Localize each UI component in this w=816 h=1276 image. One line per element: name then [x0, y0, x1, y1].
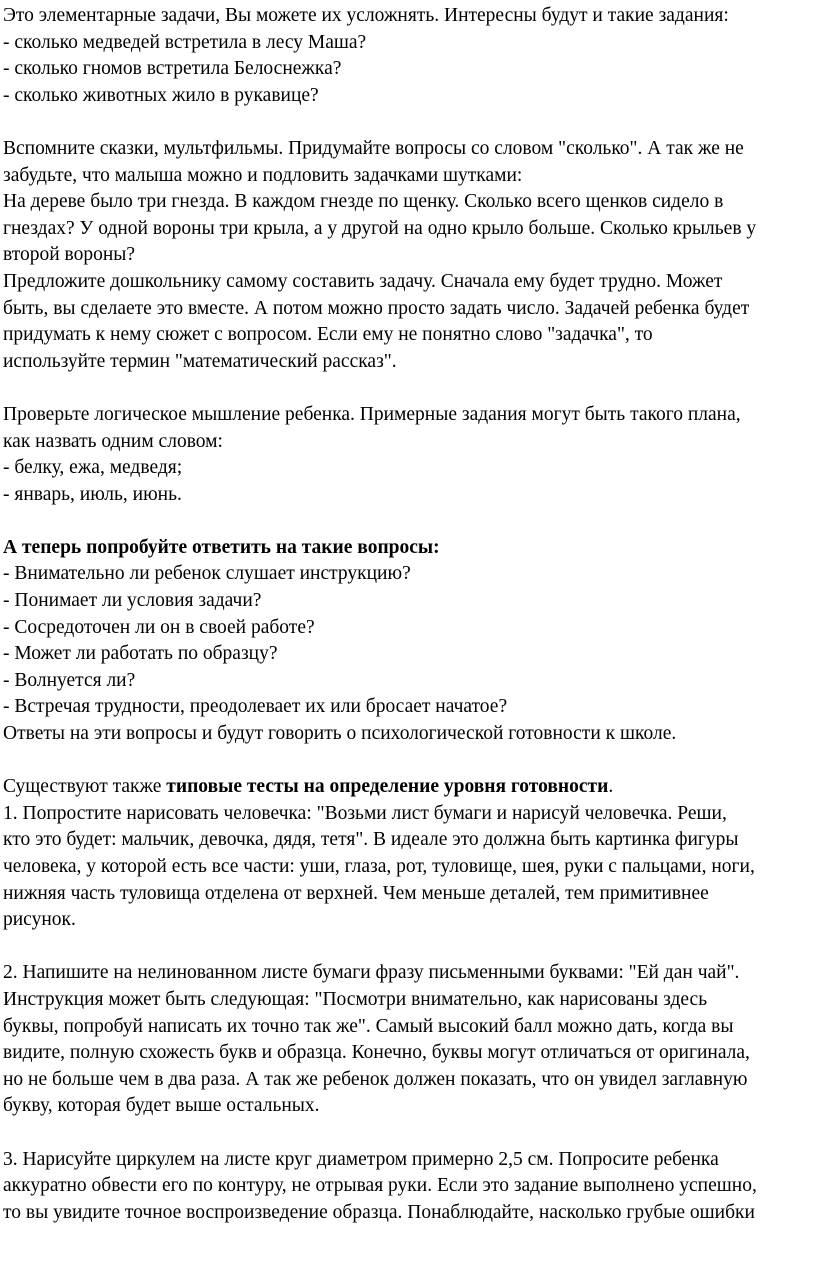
text-line: На дереве было три гнезда. В каждом гнезде по щенку. Сколько всего щенков сидело в	[3, 191, 724, 213]
blank-line	[3, 109, 816, 136]
blank-line	[3, 508, 816, 535]
section-heading: А теперь попробуйте ответить на такие вопросы:	[3, 536, 440, 558]
text-line: используйте термин "математический рассказ".	[3, 350, 397, 372]
text-line: 3. Нарисуйте циркулем на листе круг диаметром примерно 2,5 см. Попросите ребенка	[3, 1148, 719, 1170]
text-line: видите, полную схожесть букв и образца. Конечно, буквы могут отличаться от оригинала,	[3, 1042, 750, 1064]
text-line: но не больше чем в два раза. А так же ребенок должен показать, что он увидел заглавную	[3, 1068, 748, 1090]
paragraph-trick-tasks	[3, 136, 816, 375]
text-line: забудьте, что малыша можно и подловить задачками шутками:	[3, 164, 523, 186]
tests-intro-bold: типовые тесты на определение уровня готовности	[166, 776, 609, 798]
paragraph-logic-check	[3, 402, 816, 508]
tests-intro-suffix: .	[608, 776, 614, 798]
text-line: нижняя часть туловища отделена от верхней. Чем меньше деталей, тем примитивнее	[3, 882, 709, 904]
text-line: кто это будет: мальчик, девочка, дядя, тетя". В идеале это должна быть картинка фигуры	[3, 829, 739, 851]
list-item: - сколько медведей встретила в лесу Маша?	[3, 31, 367, 53]
text-line: Инструкция может быть следующая: "Посмотри внимательно, как нарисованы здесь	[3, 988, 708, 1010]
text-line: букву, которая будет выше остальных.	[3, 1095, 320, 1117]
paragraph-readiness-questions	[3, 535, 816, 748]
conclusion-line: Ответы на эти вопросы и будут говорить о психологической готовности к школе.	[3, 723, 677, 745]
text-line: гнездах? У одной вороны три крыла, а у другой на одно крыло больше. Сколько крыльев у	[3, 217, 757, 239]
question-item: - Может ли работать по образцу?	[3, 643, 278, 665]
question-item: - Внимательно ли ребенок слушает инструкцию?	[3, 563, 411, 585]
text-line: быть, вы сделаете это вместе. А потом можно просто задать число. Задачей ребенка будет	[3, 297, 750, 319]
text-line: то вы увидите точное воспроизведение образца. Понаблюдайте, насколько грубые ошибки	[3, 1201, 755, 1223]
text-line: аккуратно обвести его по контуру, не отрывая руки. Если это задание выполнено успешно,	[3, 1175, 757, 1197]
text-line: рисунок.	[3, 909, 76, 931]
intro-line: Это элементарные задачи, Вы можете их усложнять. Интересны будут и такие задания:	[3, 5, 729, 26]
question-item: - Понимает ли условия задачи?	[3, 590, 262, 612]
text-line: 1. Попростите нарисовать человечка: "Возьми лист бумаги и нарисуй человечка. Реши,	[3, 802, 727, 824]
question-item: - Встречая трудности, преодолевает их или бросает начатое?	[3, 696, 508, 718]
list-item: - сколько животных жило в рукавице?	[3, 84, 319, 106]
text-line: 2. Напишите на нелинованном листе бумаги фразу письменными буквами: "Ей дан чай".	[3, 962, 740, 984]
blank-line	[3, 375, 816, 402]
list-item: - белку, ежа, медведя;	[3, 457, 183, 479]
text-line: второй вороны?	[3, 244, 136, 266]
heading-line	[3, 535, 816, 562]
text-line: буквы, попробуй написать их точно так же". Самый высокий балл можно дать, когда вы	[3, 1015, 734, 1037]
paragraph-writing-test	[3, 960, 816, 1120]
text-line: Проверьте логическое мышление ребенка. Примерные задания могут быть такого плана,	[3, 403, 741, 425]
text-line: человека, у которой есть все части: уши, глаза, рот, туловище, шея, руки с пальцами, ноги,	[3, 856, 755, 877]
paragraph-fairy-tale-questions	[3, 3, 816, 109]
blank-line	[3, 748, 816, 775]
list-item: - январь, июль, июнь.	[3, 483, 182, 505]
blank-line	[3, 934, 816, 961]
list-item: - сколько гномов встретила Белоснежка?	[3, 58, 342, 80]
question-item: - Волнуется ли?	[3, 669, 136, 691]
paragraph-circle-test	[3, 1147, 816, 1227]
text-line: придумать к нему сюжет с вопросом. Если ему не понятно слово "задачка", то	[3, 324, 653, 346]
text-line: Предложите дошкольнику самому составить задачу. Сначала ему будет трудно. Может	[3, 270, 723, 292]
tests-intro-prefix: Существуют также	[3, 776, 167, 798]
question-item: - Сосредоточен ли он в своей работе?	[3, 616, 315, 638]
paragraph-typical-tests	[3, 774, 816, 934]
blank-line	[3, 1120, 816, 1147]
tests-intro-line	[3, 774, 816, 801]
text-line: Вспомните сказки, мультфильмы. Придумайте вопросы со словом "сколько". А так же не	[3, 137, 744, 159]
text-line: как назвать одним словом:	[3, 430, 223, 452]
